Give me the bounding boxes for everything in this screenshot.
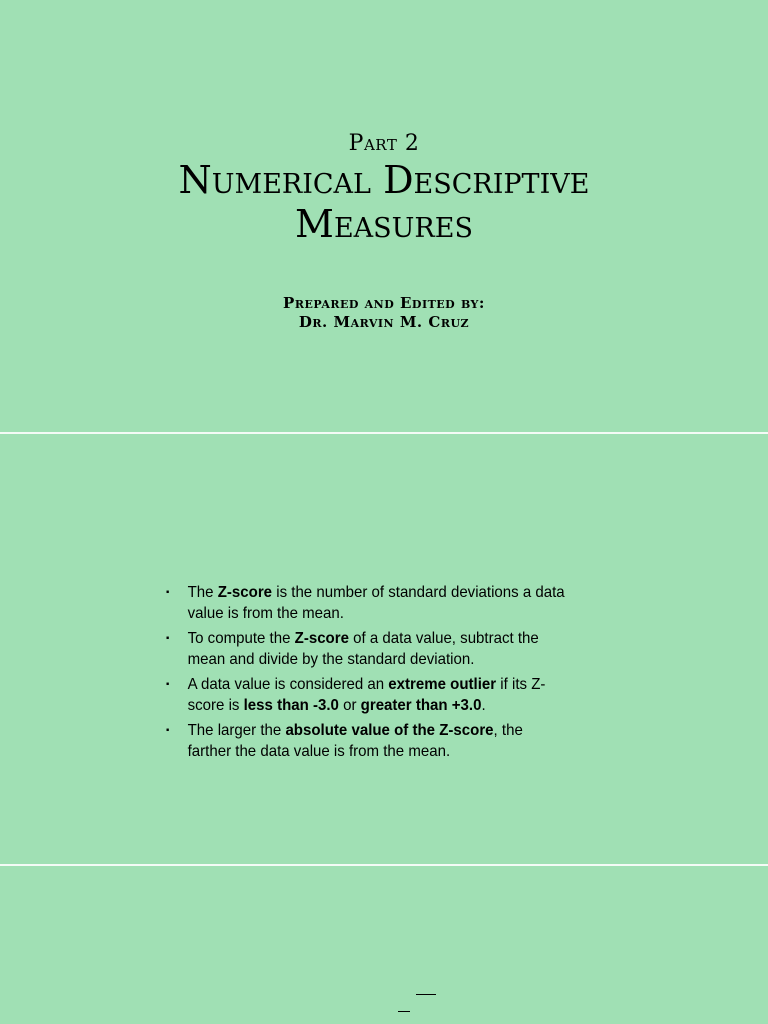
bullet-item <box>166 628 570 670</box>
bullet-mark: ▪ <box>166 725 170 736</box>
overbar-mark <box>398 1011 410 1012</box>
bullet-item <box>166 720 570 762</box>
bullet-mark: ▪ <box>166 587 170 598</box>
bullet-emphasis: Z-score <box>217 584 273 601</box>
formula-fragment <box>395 990 445 1024</box>
main-title-line2: Measures <box>295 202 473 246</box>
bullet-text: if its Z-score is <box>187 676 546 714</box>
bullet-text: or <box>338 697 361 714</box>
bullet-text: The <box>187 584 218 601</box>
slide-title <box>0 0 768 432</box>
bullet-text: . <box>481 697 486 714</box>
prepared-label: Prepared and Edited by: <box>283 294 485 312</box>
part-label: Part 2 <box>348 131 420 156</box>
bullet-mark: ▪ <box>166 633 170 644</box>
bullet-text: of a data value, subtract the mean and divide by the standard deviation. <box>187 630 539 668</box>
credits <box>0 294 768 332</box>
bullet-emphasis: greater than +3.0 <box>360 697 482 714</box>
author-name: Dr. Marvin M. Cruz <box>298 313 470 331</box>
bullet-text: A data value is considered an <box>187 676 389 693</box>
bullet-emphasis: absolute value of the Z-score <box>285 722 494 739</box>
main-title <box>0 158 768 246</box>
overbar-mark <box>416 994 436 995</box>
slide-next <box>0 866 768 1024</box>
bullet-text: , the farther the data value is from the mean. <box>187 722 523 760</box>
bullet-list <box>166 582 596 766</box>
bullet-item <box>166 674 570 716</box>
bullet-text: To compute the <box>187 630 295 647</box>
bullet-text: is the number of standard deviations a data value is from the mean. <box>187 584 565 622</box>
bullet-emphasis: less than -3.0 <box>243 697 339 714</box>
bullet-mark: ▪ <box>166 679 170 690</box>
bullet-item <box>166 582 570 624</box>
main-title-line1: Numerical Descriptive <box>178 158 590 202</box>
bullet-text: The larger the <box>187 722 286 739</box>
bullet-emphasis: extreme outlier <box>388 676 497 693</box>
bullet-emphasis: Z-score <box>294 630 349 647</box>
